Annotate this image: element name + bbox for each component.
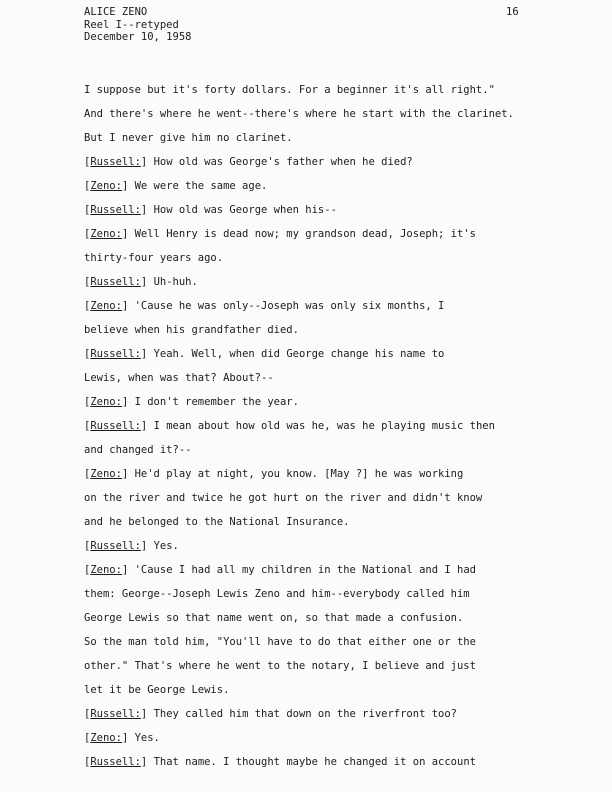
page-number: 16 [506, 6, 519, 18]
line-text: thirty-four years ago. [84, 252, 224, 264]
line-text: I suppose but it's forty dollars. For a beginner it's all right." [84, 84, 495, 96]
line-text: them: George--Joseph Lewis Zeno and him--everybody called him [84, 588, 470, 600]
line-text: believe when his grandfather died. [84, 324, 299, 336]
line-text: We were the same age. [134, 180, 268, 192]
transcript-line [84, 248, 584, 272]
speaker-label: Russell: [90, 276, 141, 288]
line-text: Uh-huh. [153, 276, 198, 288]
line-text: But I never give him no clarinet. [84, 132, 293, 144]
interviewee-name: ALICE ZENO [84, 6, 148, 18]
line-text: George Lewis so that name went on, so that made a confusion. [84, 612, 464, 624]
transcript-line [84, 512, 584, 536]
speaker-label: Zeno: [90, 396, 122, 408]
transcript-line [84, 632, 584, 656]
line-text: 'Cause I had all my children in the National and I had [134, 564, 476, 576]
line-text: and changed it?-- [84, 444, 192, 456]
line-text: Lewis, when was that? About?-- [84, 372, 274, 384]
transcript-line [84, 104, 584, 128]
speaker-label: Russell: [90, 204, 141, 216]
speaker-label: Russell: [90, 156, 141, 168]
transcript-line: [Zeno:] Well Henry is dead now; my grandson dead, Joseph; it's [84, 228, 476, 240]
line-text: They called him that down on the riverfront too? [153, 708, 457, 720]
transcript-line [84, 680, 584, 704]
line-text: He'd play at night, you know. [May ?] he was working [134, 468, 464, 480]
reel-label: Reel I--retyped [84, 18, 179, 31]
speaker-label: Zeno: [90, 228, 122, 240]
line-text: and he belonged to the National Insurance. [84, 516, 350, 528]
line-text: How old was George when his-- [153, 204, 337, 216]
transcript-line: [Russell:] How old was George when his-- [84, 204, 337, 216]
transcript-line [84, 80, 584, 104]
line-text: I don't remember the year. [134, 396, 299, 408]
line-text: on the river and twice he got hurt on the river and didn't know [84, 492, 483, 504]
line-text: 'Cause he was only--Joseph was only six months, I [134, 300, 445, 312]
line-text: That name. I thought maybe he changed it on account [153, 756, 476, 768]
transcript-line: [Russell:] They called him that down on the riverfront too? [84, 708, 457, 720]
line-text: let it be George Lewis. [84, 684, 230, 696]
line-text: Yes. [134, 732, 160, 744]
transcript-line: [Russell:] That name. I thought maybe he changed it on account [84, 756, 476, 768]
transcript-line [84, 128, 584, 152]
speaker-label: Zeno: [90, 180, 122, 192]
transcript-body [84, 80, 584, 776]
line-text: And there's where he went--there's where he start with the clarinet. [84, 108, 514, 120]
transcript-line [84, 488, 584, 512]
speaker-label: Zeno: [90, 468, 122, 480]
transcript-line [84, 440, 584, 464]
transcript-line: [Russell:] I mean about how old was he, was he playing music then [84, 420, 495, 432]
line-text: So the man told him, "You'll have to do that either one or the [84, 636, 476, 648]
transcript-line [84, 656, 584, 680]
speaker-label: Zeno: [90, 564, 122, 576]
line-text: Yeah. Well, when did George change his name to [153, 348, 445, 360]
transcript-line: [Russell:] Uh-huh. [84, 276, 198, 288]
transcript-line [84, 608, 584, 632]
speaker-label: Russell: [90, 348, 141, 360]
transcript-line [84, 584, 584, 608]
transcript-line [84, 368, 584, 392]
transcript-line: [Russell:] Yeah. Well, when did George change his name to [84, 348, 445, 360]
page-header [84, 6, 191, 44]
transcript-line: [Zeno:] We were the same age. [84, 180, 268, 192]
transcript-line [84, 320, 584, 344]
line-text: How old was George's father when he died? [153, 156, 413, 168]
speaker-label: Russell: [90, 708, 141, 720]
transcript-line: [Russell:] Yes. [84, 540, 179, 552]
line-text: Yes. [153, 540, 179, 552]
speaker-label: Russell: [90, 756, 141, 768]
speaker-label: Zeno: [90, 300, 122, 312]
line-text: Well Henry is dead now; my grandson dead, Joseph; it's [134, 228, 476, 240]
interview-date: December 10, 1958 [84, 31, 192, 43]
transcript-line: [Zeno:] 'Cause he was only--Joseph was only six months, I [84, 300, 445, 312]
transcript-line: [Zeno:] I don't remember the year. [84, 396, 299, 408]
transcript-line: [Zeno:] 'Cause I had all my children in the National and I had [84, 564, 476, 576]
transcript-line: [Zeno:] He'd play at night, you know. [May ?] he was working [84, 468, 464, 480]
speaker-label: Russell: [90, 420, 141, 432]
line-text: I mean about how old was he, was he playing music then [153, 420, 495, 432]
line-text: other." That's where he went to the notary, I believe and just [84, 660, 476, 672]
transcript-line: [Zeno:] Yes. [84, 732, 160, 744]
speaker-label: Zeno: [90, 732, 122, 744]
speaker-label: Russell: [90, 540, 141, 552]
transcript-line: [Russell:] How old was George's father when he died? [84, 156, 413, 168]
